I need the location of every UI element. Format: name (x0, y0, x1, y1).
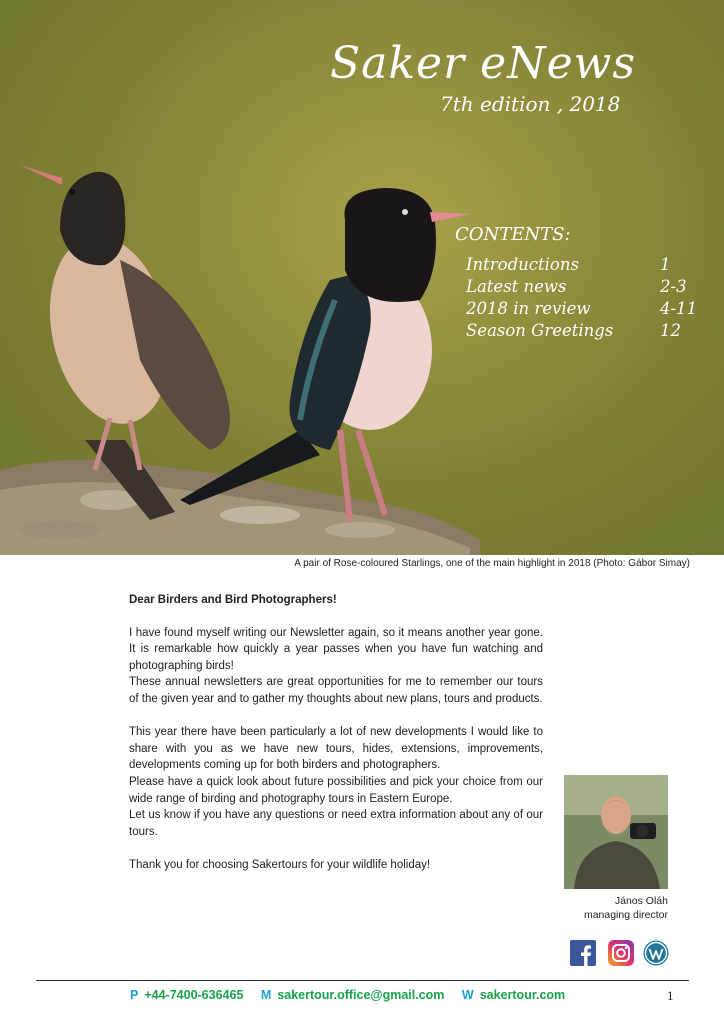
letter-paragraph: This year there have been particularly a lot of new developments I would like to share with you as we have new tours, hides, extensions, improvements, developments coming up for both birders and photographers. (129, 726, 543, 772)
editor-letter (129, 592, 543, 874)
toc-item-latest-news[interactable]: Latest news 2-3 (466, 277, 687, 296)
footer-divider (36, 980, 689, 981)
letter-paragraph: Please have a quick look about future possibilities and pick your choice from our wide range of birding and photography tours in Eastern Europe. (129, 775, 543, 805)
letter-paragraph: I have found myself writing our Newsletter again, so it means another year gone. It is remarkable how quickly a year passes when you have fun watching and photographing birds! (129, 626, 543, 672)
edition-label: 7th edition , 2018 (440, 92, 621, 116)
toc-item-2018-in-review[interactable]: 2018 in review 4-11 (466, 299, 698, 318)
right-starling (180, 188, 470, 520)
page-number: 1 (667, 988, 674, 1003)
instagram-icon[interactable] (608, 940, 634, 966)
photo-caption: A pair of Rose-coloured Starlings, one of the main highlight in 2018 (Photo: Gábor Simay) (294, 558, 690, 569)
contact-footer (130, 988, 579, 1002)
phone-number[interactable]: +44-7400-636465 (144, 988, 244, 1002)
signature-role: managing director (583, 909, 668, 921)
phone-key: P (130, 988, 139, 1002)
letter-greeting: Dear Birders and Bird Photographers! (129, 594, 337, 606)
signature-name: János Oláh (614, 895, 668, 907)
director-portrait (564, 775, 668, 889)
toc-item-season-greetings[interactable]: Season Greetings 12 (466, 321, 681, 340)
email-link[interactable]: sakertour.office@gmail.com (277, 988, 445, 1002)
toc-item-introductions[interactable]: Introductions 1 (466, 255, 671, 274)
contents-heading: CONTENTS: (455, 224, 571, 245)
letter-paragraph: Let us know if you have any questions or need extra information about any of our tours. (129, 809, 543, 838)
letter-closing: Thank you for choosing Sakertours for your wildlife holiday! (129, 858, 431, 871)
newsletter-title: Saker eNews (330, 38, 636, 89)
paragraph-spacer (129, 708, 543, 725)
facebook-icon[interactable] (570, 940, 596, 966)
letter-paragraph: These annual newsletters are great opportunities for me to remember our tours of the given year and to gather my thoughts about new plans, tours and products. (129, 676, 543, 705)
web-key: W (461, 988, 474, 1002)
wordpress-icon[interactable] (643, 940, 669, 966)
mail-key: M (260, 988, 272, 1002)
paragraph-spacer (129, 840, 543, 857)
website-link[interactable]: sakertour.com (479, 988, 566, 1002)
table-of-contents (466, 254, 706, 342)
